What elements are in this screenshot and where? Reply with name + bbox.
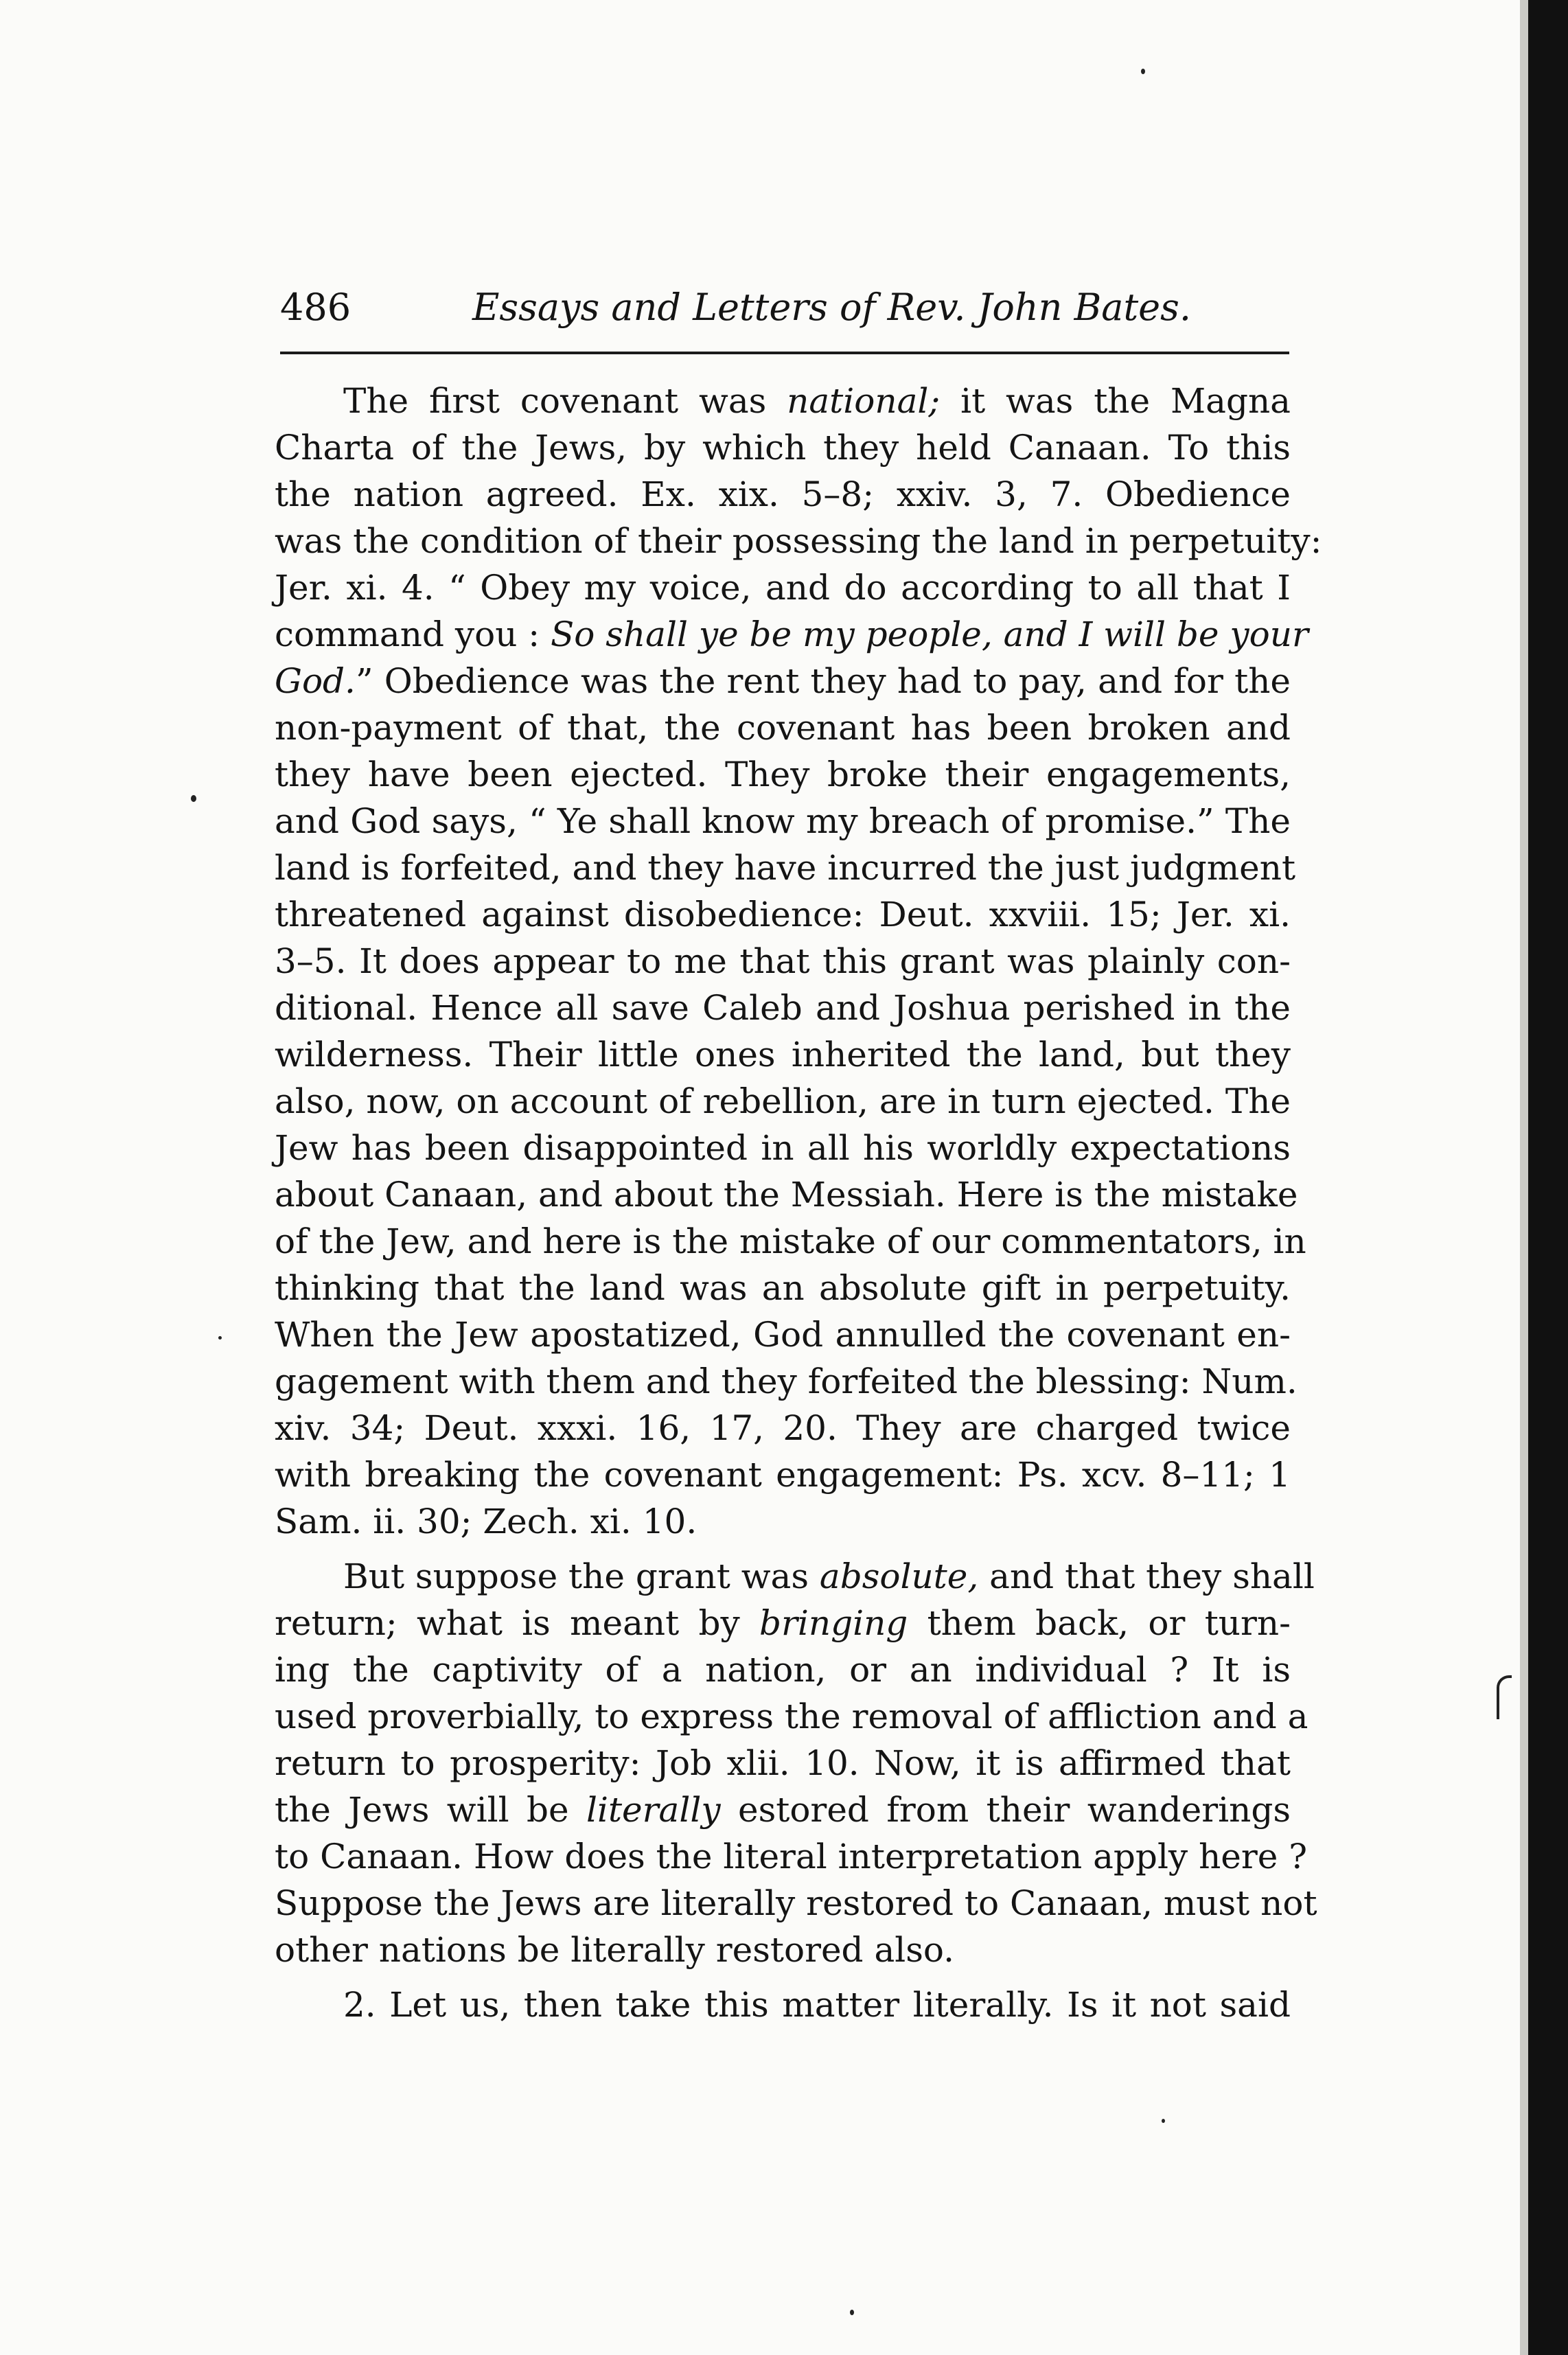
page-number: 486: [280, 286, 351, 329]
text-line: [275, 611, 1308, 658]
body-text: [275, 378, 1322, 2028]
text-run: land is forfeited, and they have incurred the just judgment: [275, 848, 1296, 888]
italic-run: literally: [586, 1790, 721, 1830]
text-run: with breaking the covenant engagement: Ps. xcv. 8–11; 1: [275, 1455, 1291, 1495]
running-title: Essays and Letters of Rev. John Bates.: [472, 286, 1191, 329]
text-line: [275, 1405, 1291, 1451]
text-line: [275, 704, 1291, 751]
text-line: [275, 518, 1322, 564]
text-line: [275, 1031, 1291, 1078]
text-run: estored from their wanderings: [720, 1790, 1291, 1830]
text-line: [275, 1358, 1298, 1405]
text-run: thinking that the land was an absolute gift in perpetuity.: [275, 1268, 1291, 1308]
paragraph-gap: [275, 1973, 1291, 1981]
text-run: and that they shall: [978, 1556, 1315, 1596]
page-edge-shadow: [1520, 0, 1528, 2355]
text-line: [275, 1311, 1291, 1358]
text-run: about Canaan, and about the Messiah. Here is the mistake: [275, 1175, 1298, 1215]
text-run: non-payment of that, the covenant has been broken and: [275, 708, 1291, 748]
text-line: [275, 985, 1291, 1031]
text-run: to Canaan. How does the literal interpretation apply here ?: [275, 1837, 1308, 1876]
text-line: [275, 378, 1291, 424]
text-line: [275, 1740, 1291, 1787]
text-run: and God says, “ Ye shall know my breach of promise.” The: [275, 801, 1291, 841]
text-line: [275, 424, 1291, 471]
text-run: Sam. ii. 30; Zech. xi. 10.: [275, 1502, 697, 1541]
text-line: [275, 564, 1291, 611]
text-line: [275, 1880, 1317, 1927]
text-run: return; what is meant by: [275, 1603, 759, 1643]
text-run: was the condition of their possessing the land in perpetuity:: [275, 521, 1322, 561]
text-run: gagement with them and they forfeited the blessing: Num.: [275, 1362, 1298, 1401]
text-run: Jer. xi. 4. “ Obey my voice, and do according to all that I: [275, 568, 1291, 608]
page-header: [280, 280, 1289, 335]
italic-run: national;: [787, 381, 941, 421]
text-line: [275, 1451, 1291, 1498]
text-line: [275, 751, 1291, 798]
text-run: used proverbially, to express the removal of affliction and a: [275, 1697, 1308, 1736]
print-speck: [191, 795, 196, 802]
italic-run: God.: [275, 661, 356, 701]
text-run: of the Jew, and here is the mistake of our commentators, in: [275, 1221, 1306, 1261]
header-rule: [280, 352, 1289, 354]
text-run: they have been ejected. They broke their engagements,: [275, 755, 1291, 794]
italic-run: bringing: [759, 1603, 908, 1643]
text-run: them back, or turn-: [908, 1603, 1291, 1643]
text-run: other nations be literally restored also.: [275, 1930, 955, 1970]
text-run: 3–5. It does appear to me that this grant was plainly con-: [275, 941, 1291, 981]
text-line: [275, 938, 1291, 985]
text-run: the nation agreed. Ex. xix. 5–8; xxiv. 3, 7. Obedience: [275, 474, 1291, 514]
italic-run: absolute,: [819, 1556, 979, 1596]
text-line: [275, 1833, 1308, 1880]
text-run: ing the captivity of a nation, or an individual ? It is: [275, 1650, 1291, 1690]
print-speck: [850, 2310, 854, 2315]
text-run: 2. Let us, then take this matter literally. Is it not said: [343, 1985, 1291, 2025]
text-line: [275, 1265, 1291, 1311]
italic-run: So shall ye be my people, and I will be your: [551, 614, 1308, 654]
text-line: [275, 658, 1291, 704]
text-run: wilderness. Their little ones inherited the land, but they: [275, 1035, 1291, 1075]
text-run: return to prosperity: Job xlii. 10. Now, it is affirmed that: [275, 1743, 1291, 1783]
text-run: it was the Magna: [940, 381, 1291, 421]
text-line: [275, 1125, 1291, 1171]
text-run: the Jews will be: [275, 1790, 586, 1830]
text-line: [275, 1498, 1291, 1545]
text-run: ditional. Hence all save Caleb and Joshua perished in the: [275, 988, 1291, 1028]
text-line: [275, 1171, 1298, 1218]
margin-mark: [1497, 1675, 1512, 1719]
paragraph-gap: [275, 1545, 1291, 1553]
text-run: also, now, on account of rebellion, are in turn ejected. The: [275, 1081, 1291, 1121]
text-line: [275, 1981, 1291, 2028]
text-run: But suppose the grant was: [343, 1556, 820, 1596]
text-line: [275, 1646, 1291, 1693]
text-line: [275, 891, 1291, 938]
text-line: [275, 845, 1296, 891]
text-line: [275, 1693, 1308, 1740]
text-run: Jew has been disappointed in all his worldly expectations: [275, 1128, 1291, 1168]
text-run: When the Jew apostatized, God annulled the covenant en-: [275, 1315, 1291, 1355]
book-spine-edge: [1528, 0, 1568, 2355]
text-run: ” Obedience was the rent they had to pay, and for the: [355, 661, 1291, 701]
text-run: threatened against disobedience: Deut. xxviii. 15; Jer. xi.: [275, 895, 1291, 934]
text-line: [275, 798, 1291, 845]
text-line: [275, 1600, 1291, 1646]
text-line: [275, 1927, 1291, 1973]
text-run: The first covenant was: [343, 381, 787, 421]
text-line: [275, 1787, 1291, 1833]
text-run: xiv. 34; Deut. xxxi. 16, 17, 20. They are charged twice: [275, 1408, 1291, 1448]
text-run: command you :: [275, 614, 551, 654]
print-speck: [1141, 69, 1145, 74]
text-line: [275, 1218, 1306, 1265]
print-speck: [218, 1336, 222, 1340]
text-line: [275, 1553, 1315, 1600]
print-speck: [1162, 2119, 1165, 2123]
text-run: Suppose the Jews are literally restored to Canaan, must not: [275, 1883, 1317, 1923]
text-run: Charta of the Jews, by which they held Canaan. To this: [275, 428, 1291, 468]
text-line: [275, 1078, 1291, 1125]
text-line: [275, 471, 1291, 518]
